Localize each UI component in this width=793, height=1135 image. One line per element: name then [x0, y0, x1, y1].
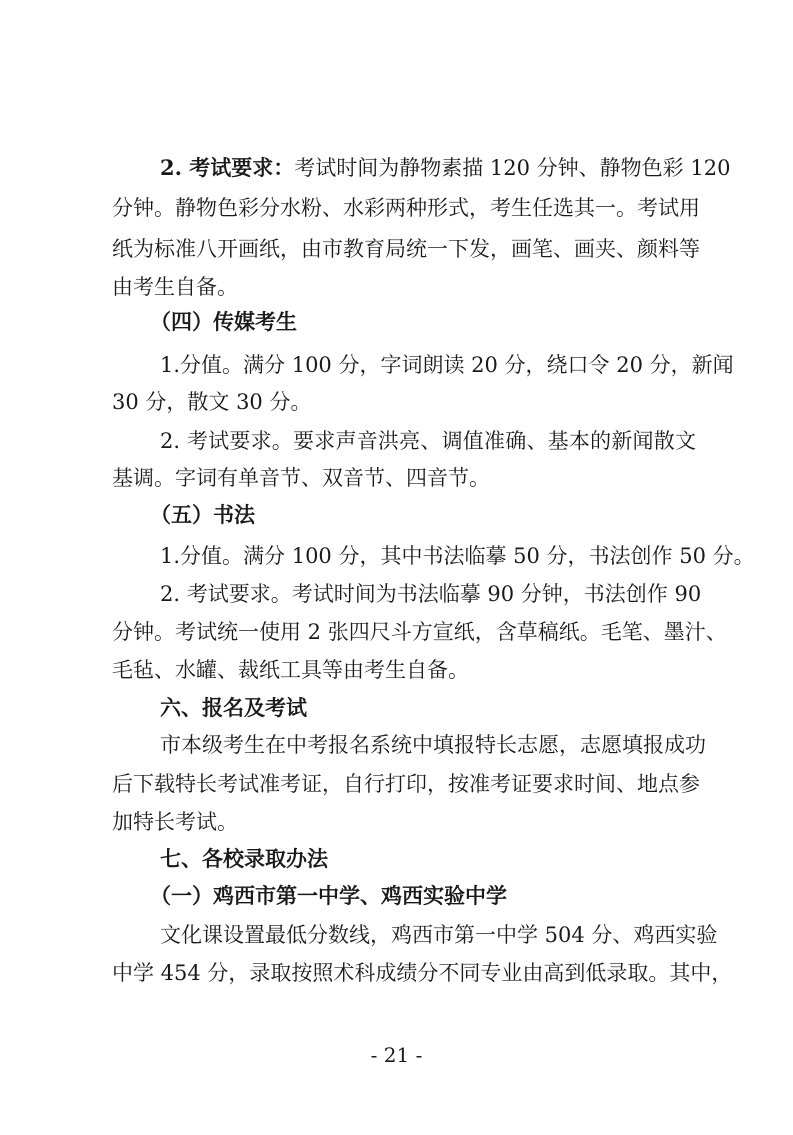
- paragraph-line: [160, 148, 731, 188]
- paragraph-line: 1.分值。满分 100 分，其中书法临摹 50 分，书法创作 50 分。: [160, 544, 755, 568]
- paragraph-line: 毛毡、水罐、裁纸工具等由考生自备。: [112, 658, 469, 682]
- paragraph-line: 分钟。考试统一使用 2 张四尺斗方宣纸，含草稿纸。毛笔、墨汁、: [112, 620, 727, 644]
- paragraph-line: 基调。字词有单音节、双音节、四音节。: [112, 466, 490, 490]
- subsection-heading: （一）鸡西市第一中学、鸡西实验中学: [150, 883, 507, 908]
- paragraph-line: 1.分值。满分 100 分，字词朗读 20 分，绕口令 20 分，新闻: [160, 353, 734, 377]
- paragraph-line: 文化课设置最低分数线，鸡西市第一中学 504 分、鸡西实验: [160, 923, 718, 947]
- paragraph-line: 2. 考试要求。考试时间为书法临摹 90 分钟，书法创作 90: [160, 582, 702, 606]
- paragraph-line: 后下载特长考试准考证，自行打印，按准考证要求时间、地点参: [112, 772, 700, 796]
- subsection-heading: （四）传媒考生: [150, 309, 297, 334]
- section-heading: 七、各校录取办法: [160, 846, 328, 871]
- paragraph-line: 加特长考试。: [112, 810, 238, 834]
- item-label: 2. 考试要求：: [160, 155, 295, 180]
- subsection-heading: （五）书法: [150, 502, 255, 527]
- section-heading: 六、报名及考试: [160, 695, 307, 720]
- paragraph-line: 纸为标准八开画纸，由市教育局统一下发，画笔、画夹、颜料等: [112, 237, 700, 261]
- item-text: 考试时间为静物素描 120 分钟、静物色彩 120: [294, 156, 731, 180]
- paragraph-line: 30 分，散文 30 分。: [112, 390, 312, 414]
- paragraph-line: 2. 考试要求。要求声音洪亮、调值准确、基本的新闻散文: [160, 429, 696, 453]
- paragraph-line: 中学 454 分，录取按照术科成绩分不同专业由高到低录取。其中，: [112, 961, 733, 985]
- paragraph-line: 由考生自备。: [112, 275, 238, 299]
- page-number: - 21 -: [370, 1043, 423, 1067]
- paragraph-line: 市本级考生在中考报名系统中填报特长志愿，志愿填报成功: [160, 733, 706, 757]
- paragraph-line: 分钟。静物色彩分水粉、水彩两种形式，考生任选其一。考试用: [112, 196, 700, 220]
